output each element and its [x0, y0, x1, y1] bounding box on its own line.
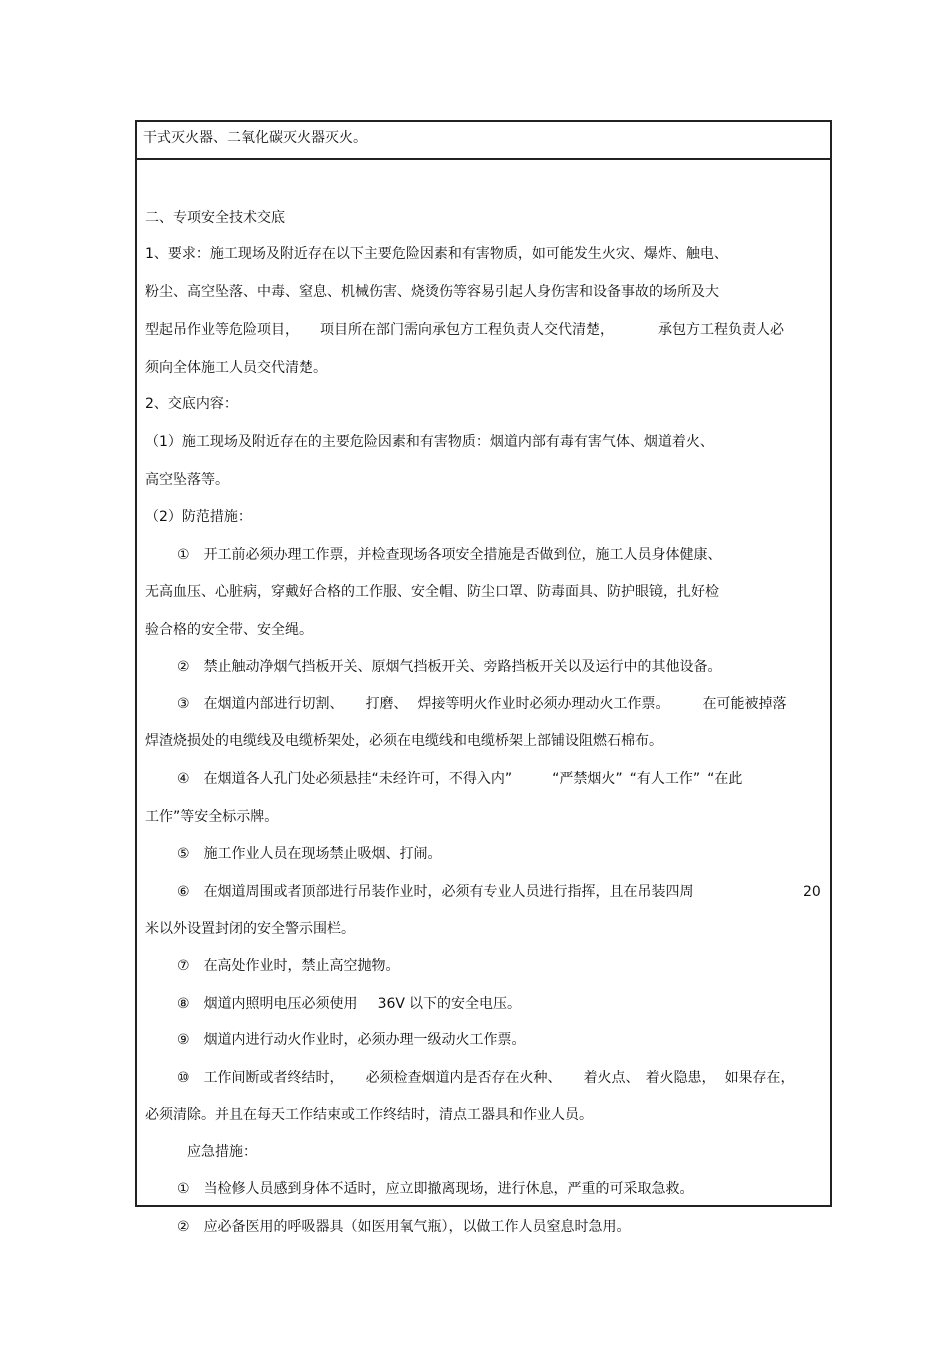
main-cell	[135, 160, 832, 1235]
hazards-line-1: （1）施工现场及附近存在的主要危险因素和有害物质：烟道内部有毒有害气体、烟道着火、	[145, 434, 714, 450]
document-sheet	[135, 120, 832, 1235]
measure-3-text-b: 打磨、	[365, 696, 408, 712]
measure-5-line-1	[177, 845, 442, 863]
emergency-2-text: 应必备医用的呼吸器具（如医用氧气瓶），以做工作人员窒息时急用。	[203, 1219, 631, 1235]
measure-1-line-2: 无高血压、心脏病，穿戴好合格的工作服、安全帽、防尘口罩、防毒面具、防护眼镜，扎好检	[145, 584, 719, 600]
emergency-1-number: ①	[177, 1181, 190, 1197]
measure-8-line-1	[177, 995, 521, 1013]
measure-6-line-2: 米以外设置封闭的安全警示围栏。	[145, 921, 355, 937]
top-cell-text: 干式灭火器、二氧化碳灭火器灭火。	[143, 130, 367, 146]
measure-2-line-1	[177, 658, 722, 676]
top-cell	[135, 120, 832, 160]
measure-9-number: ⑨	[177, 1032, 190, 1048]
measure-10-text-a: 工作间断或者终结时，	[203, 1070, 344, 1086]
measure-10-number: ⑩	[177, 1070, 190, 1086]
measure-4-line-2: 工作”等安全标示牌。	[145, 809, 279, 825]
measure-6-text-a: 在烟道周围或者顶部进行吊装作业时，必须有专业人员进行指挥，且在吊装四周	[203, 884, 694, 900]
measure-2-text: 禁止触动净烟气挡板开关、原烟气挡板开关、旁路挡板开关以及运行中的其他设备。	[203, 659, 722, 675]
req-line-3a: 型起吊作业等危险项目，	[145, 322, 299, 338]
measure-4-text-b: “严禁烟火”	[552, 771, 623, 787]
measure-3-text-c: 焊接等明火作业时必须办理动火工作票。	[417, 696, 670, 712]
measure-7-text: 在高处作业时，禁止高空抛物。	[203, 958, 400, 974]
measure-3-line-1	[177, 695, 787, 713]
measure-8-text-c: 以下的安全电压。	[408, 996, 521, 1012]
measure-3-line-2: 焊渣烧损处的电缆线及电缆桥架处，必须在电缆线和电缆桥架上部铺设阻燃石棉布。	[145, 733, 663, 749]
measure-8-voltage: 36V	[377, 996, 405, 1012]
emergency-1-line-1	[177, 1180, 694, 1198]
measure-7-line-1	[177, 957, 400, 975]
req-line-4: 须向全体施工人员交代清楚。	[145, 360, 327, 376]
measure-10-text-d: 着火隐患，	[645, 1070, 716, 1086]
measure-8-text-a: 烟道内照明电压必须使用	[203, 996, 358, 1012]
req-line-3c: 承包方工程负责人必	[658, 322, 784, 338]
measure-10-line-2: 必须清除。并且在每天工作结束或工作终结时，清点工器具和作业人员。	[145, 1107, 593, 1123]
hazards-line-2: 高空坠落等。	[145, 472, 229, 488]
measure-3-number: ③	[177, 696, 190, 712]
measure-1-text: 开工前必须办理工作票，并检查现场各项安全措施是否做到位，施工人员身体健康、	[203, 547, 722, 563]
section-title: 二、专项安全技术交底	[145, 210, 285, 226]
measure-10-text-c: 着火点、	[583, 1070, 640, 1086]
measure-5-number: ⑤	[177, 846, 190, 862]
measure-9-text: 烟道内进行动火作业时，必须办理一级动火工作票。	[203, 1032, 526, 1048]
measure-3-text-a: 在烟道内部进行切割、	[203, 696, 344, 712]
req-line-3	[145, 321, 784, 339]
measure-1-number: ①	[177, 547, 190, 563]
measure-8-number: ⑧	[177, 996, 190, 1012]
emergency-2-line-1	[177, 1218, 631, 1236]
measure-2-number: ②	[177, 659, 190, 675]
req-line-3b: 项目所在部门需向承包方工程负责人交代清楚，	[320, 322, 614, 338]
measure-10-text-b: 必须检查烟道内是否存在火种、	[365, 1070, 562, 1086]
measure-1-line-1	[177, 546, 722, 564]
measure-6-number: ⑥	[177, 884, 190, 900]
measure-6-distance: 20	[803, 884, 821, 900]
measure-4-text-c: “有人工作”	[629, 771, 701, 787]
emergency-title: 应急措施：	[187, 1144, 257, 1160]
measure-7-number: ⑦	[177, 958, 190, 974]
measure-10-text-e: 如果存在，	[724, 1070, 795, 1086]
req-line-1: 1、要求：施工现场及附近存在以下主要危险因素和有害物质，如可能发生火灾、爆炸、触电、	[145, 246, 728, 262]
emergency-2-number: ②	[177, 1219, 190, 1235]
req-line-2: 粉尘、高空坠落、中毒、窒息、机械伤害、烧烫伤等容易引起人身伤害和设备事故的场所及大	[145, 284, 719, 300]
measure-4-number: ④	[177, 771, 190, 787]
measure-1-line-3: 验合格的安全带、安全绳。	[145, 622, 313, 638]
content-title: 2、交底内容：	[145, 396, 238, 412]
measure-5-text: 施工作业人员在现场禁止吸烟、打闹。	[203, 846, 442, 862]
measure-4-text-d: “在此	[707, 771, 743, 787]
measure-6-line-1	[177, 883, 694, 901]
emergency-1-text: 当检修人员感到身体不适时，应立即撤离现场，进行休息，严重的可采取急救。	[203, 1181, 694, 1197]
measure-10-line-1	[177, 1069, 795, 1087]
measure-9-line-1	[177, 1031, 526, 1049]
measure-4-line-1	[177, 770, 742, 788]
measure-3-text-d: 在可能被掉落	[702, 696, 787, 712]
measure-4-text-a: 在烟道各人孔门处必须悬挂“未经许可，不得入内”	[203, 771, 513, 787]
measures-title: （2）防范措施：	[145, 509, 252, 525]
